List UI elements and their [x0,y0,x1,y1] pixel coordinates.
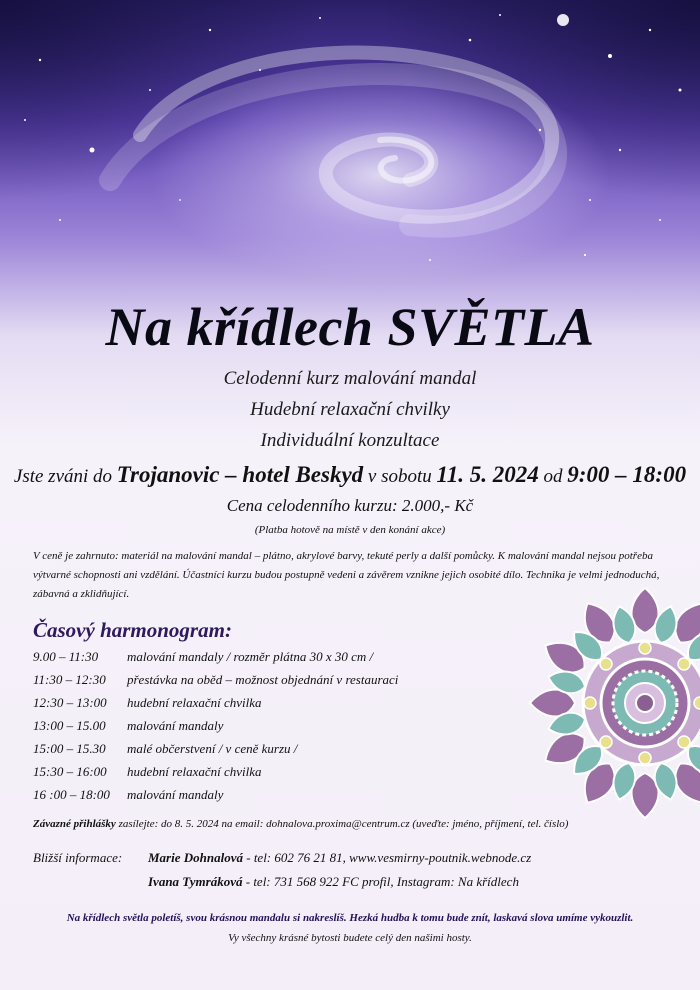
mandala-illustration [505,583,700,823]
schedule-activity: přestávka na oběd – možnost objednání v restauraci [127,672,399,687]
contact-details: - tel: 731 568 922 FC profil, Instagram: Na křídlech [242,874,519,889]
schedule-time: 11:30 – 12:30 [33,672,106,687]
invitation-line [0,462,700,488]
contact-details: - tel: 602 76 21 81, www.vesmirny-poutnik.webnode.cz [242,850,532,865]
schedule-row [33,718,223,734]
invite-middle: v sobotu [363,466,437,487]
schedule-row [33,741,297,757]
footer-guests: Vy všechny krásné bytosti budete celý den našimi hosty. [228,932,472,944]
subtitle-consultation: Individuální konzultace [260,430,440,451]
payment-note: (Platba hotově na místě v den konání akce) [254,524,446,536]
schedule-row [33,764,262,780]
schedule-time: 9.00 – 11:30 [33,649,99,664]
schedule-time: 15:00 – 15.30 [33,741,106,756]
schedule-time: 15:30 – 16:00 [33,764,107,779]
schedule-activity: malování mandaly [127,787,224,802]
registration-line [33,818,568,830]
contacts-label: Bližší informace: [33,850,123,865]
registration-text: zasílejte: do 8. 5. 2024 na email: dohnalova.proxima@centrum.cz (uveďte: jméno, příjmení, tel. číslo) [115,818,569,830]
subtitle-course: Celodenní kurz malování mandal [223,368,477,389]
schedule-row [33,649,373,665]
schedule-activity: malování mandaly [127,718,224,733]
schedule-time: 13:00 – 15.00 [33,718,106,733]
contact-name: Marie Dohnalová [148,850,243,865]
contact-row [33,850,531,866]
course-description: V ceně je zahrnuto: materiál na malování mandal – plátno, akrylové barvy, tekuté perly a další pomůcky. K malování mandal nejsou potřeba výtvarné schopnosti ani vzdělání. Účastníci kurzu budou postupně vedeni a závěrem vznikne jejich osobité dílo. Technika je velmi jednoduchá, zábavná a zklidňující. [33,550,660,600]
schedule-row [33,672,398,688]
schedule-row [33,695,262,711]
registration-label: Závazné přihlášky [33,818,116,830]
invite-place: Trojanovic – hotel Beskyd [116,462,364,487]
schedule-activity: hudební relaxační chvilka [127,695,262,710]
schedule-activity: hudební relaxační chvilka [127,764,262,779]
schedule-activity: malé občerstvení / v ceně kurzu / [127,741,298,756]
footer-poem: Na křídlech světla poletíš, svou krásnou mandalu si nakreslíš. Hezká hudba k tomu bude znít, laskavá slova umíme vykouzlit. [66,912,634,924]
contact-row [33,874,519,890]
invite-time: 9:00 – 18:00 [567,462,687,487]
contact-name: Ivana Tymráková [148,874,243,889]
schedule-activity: malování mandaly / rozměr plátna 30 x 30 cm / [127,649,374,664]
schedule-heading: Časový harmonogram: [33,618,232,642]
invite-date: 11. 5. 2024 [436,462,539,487]
schedule-time: 12:30 – 13:00 [33,695,107,710]
course-price: Cena celodenního kurzu: 2.000,- Kč [226,496,474,515]
invite-from: od [538,466,568,487]
schedule-row [33,787,223,803]
schedule-time: 16 :00 – 18:00 [33,787,110,802]
page-title: Na křídlech SVĚTLA [105,297,595,357]
invite-prefix: Jste zváni do [13,466,117,487]
subtitle-music: Hudební relaxační chvilky [250,399,450,420]
